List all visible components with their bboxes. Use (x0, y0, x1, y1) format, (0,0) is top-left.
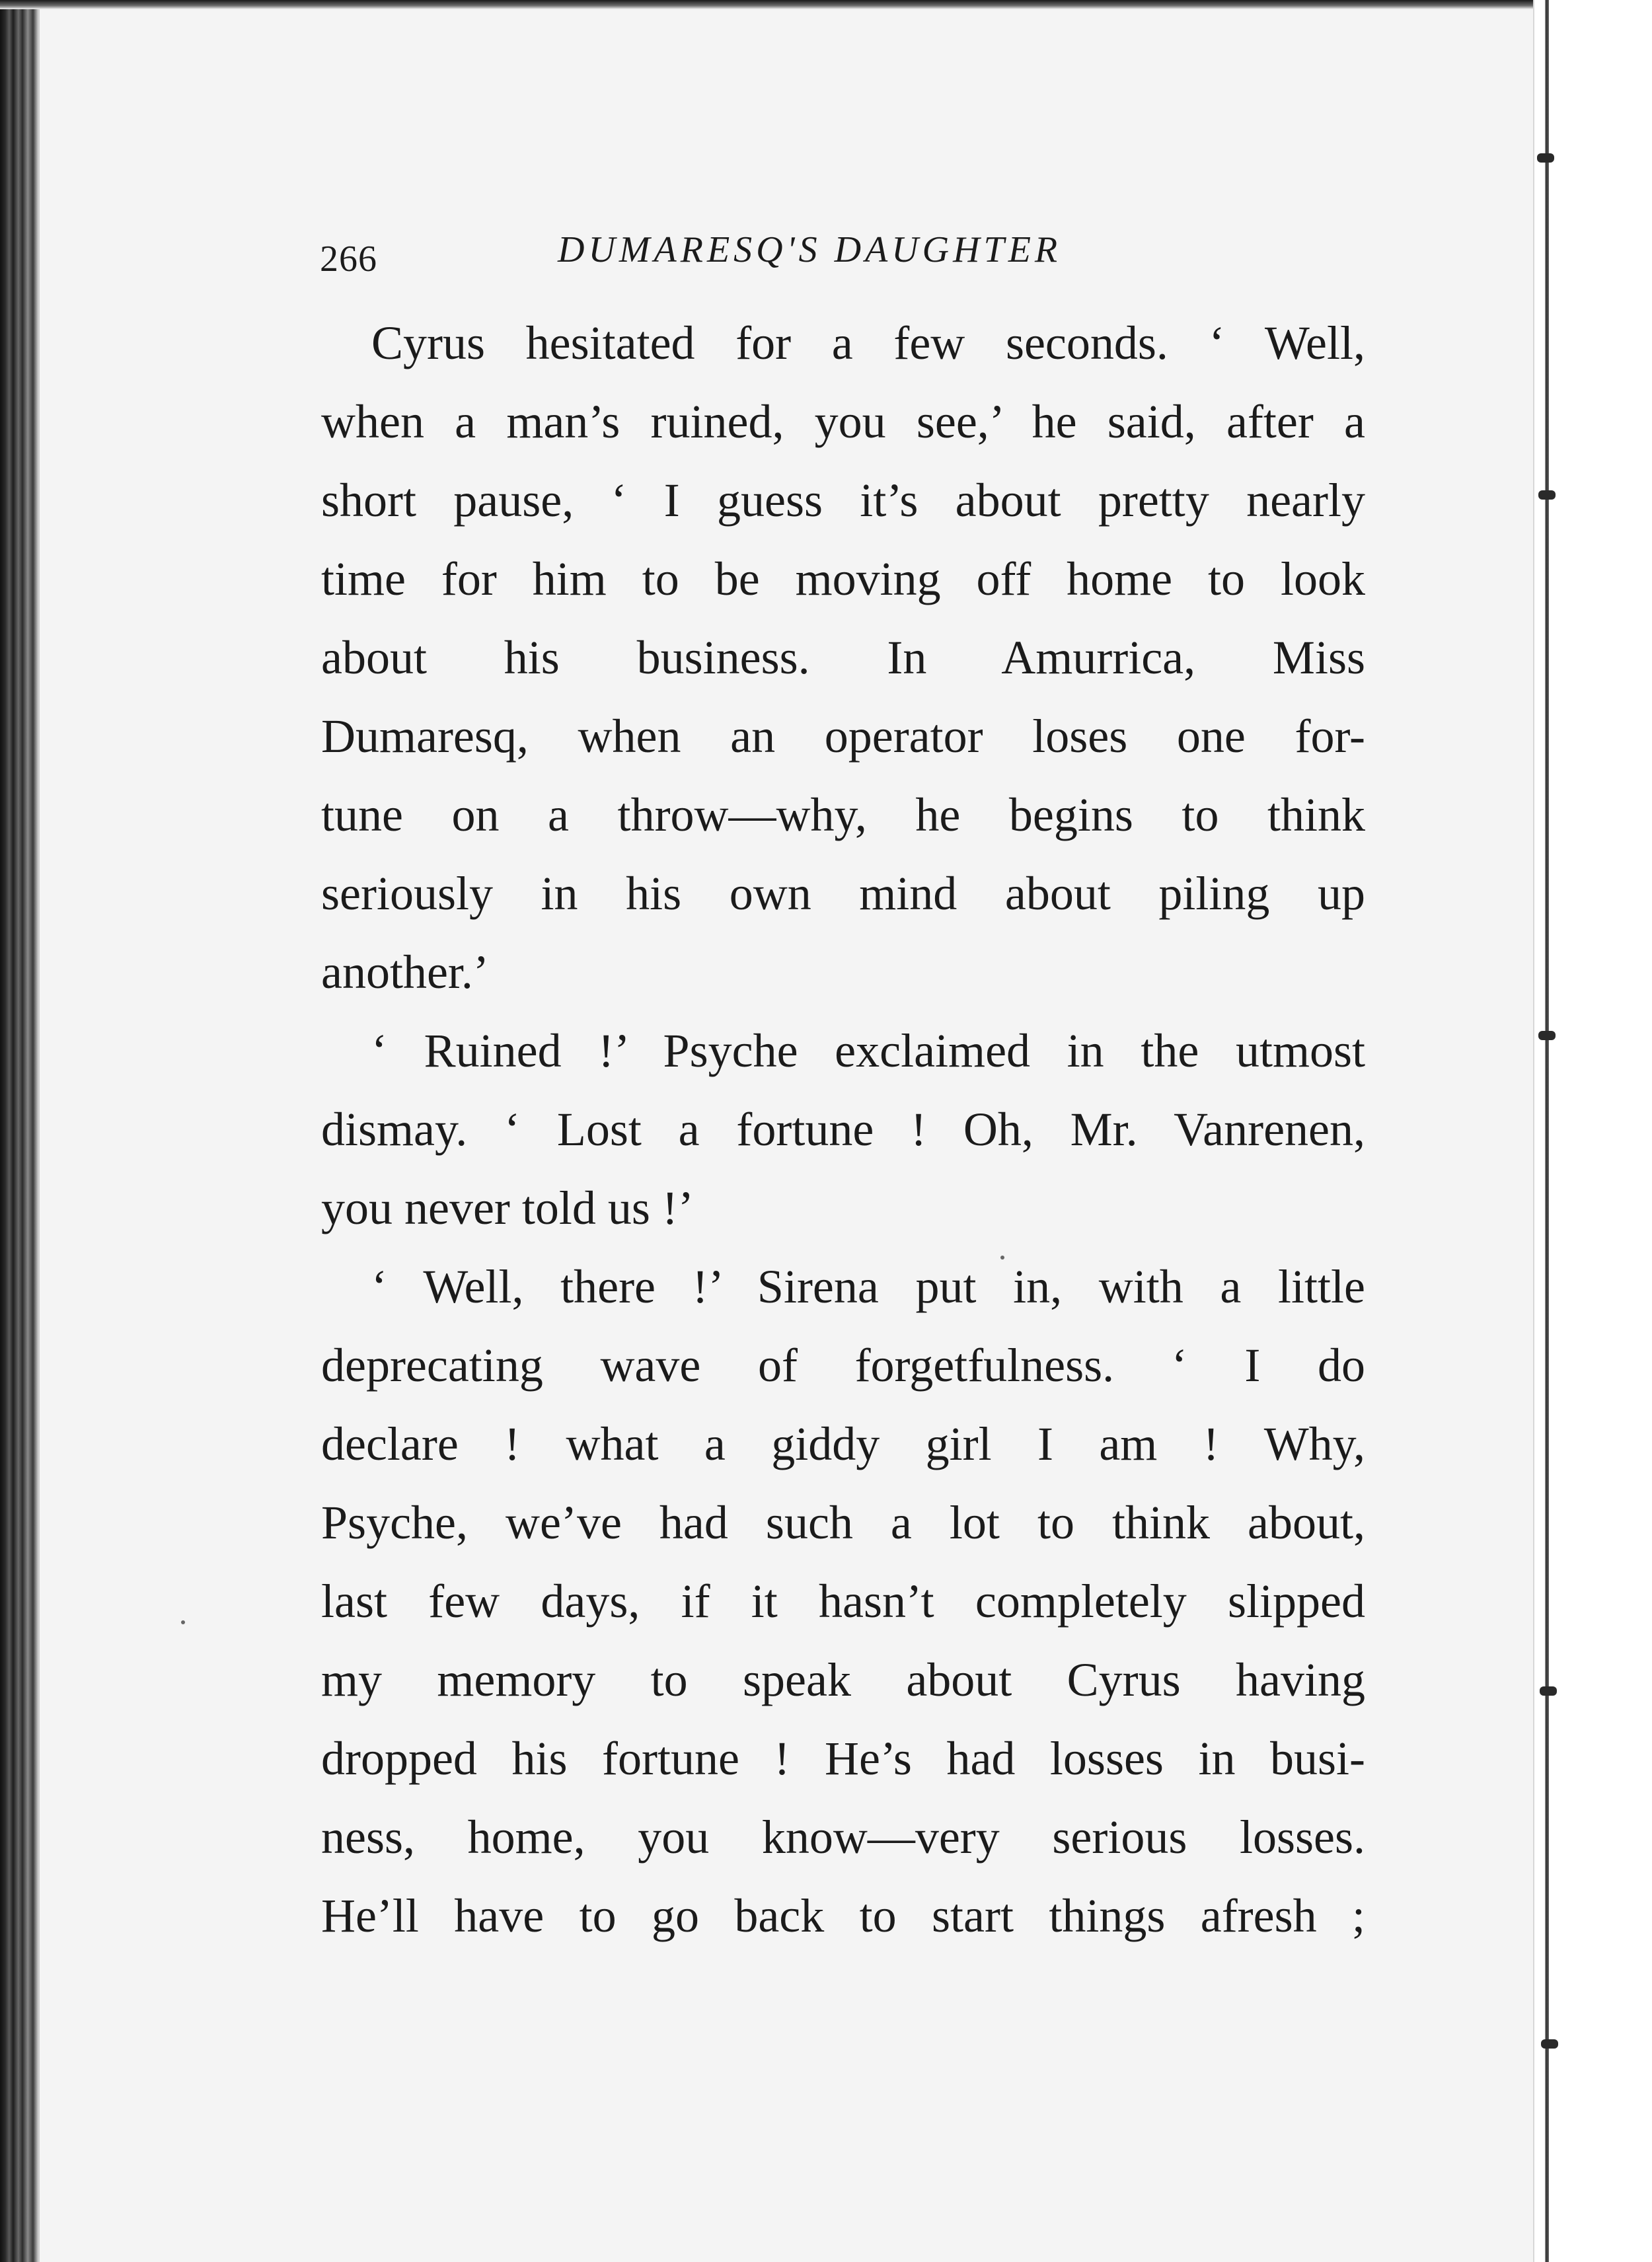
text-line: declare ! what a giddy girl I am ! Why, (321, 1417, 1365, 1470)
binding-spine-line (1545, 0, 1549, 2262)
binding-thread-mark (1537, 153, 1554, 163)
page-top-edge (0, 0, 1652, 9)
text-line: ness, home, you know—very serious losses. (321, 1811, 1365, 1864)
paper-speck (181, 1620, 185, 1624)
text-line: when a man’s ruined, you see,’ he said, after a (321, 395, 1365, 448)
text-line: last few days, if it hasn’t completely slipped (321, 1575, 1365, 1628)
text-line: dropped his fortune ! He’s had losses in busi- (321, 1732, 1365, 1785)
book-gutter-edge (0, 0, 40, 2262)
binding-thread-mark (1540, 1686, 1557, 1696)
page-number: 266 (320, 239, 377, 280)
text-line: ‘ Well, there !’ Sirena put in, with a little (371, 1260, 1365, 1313)
text-line: another.’ (321, 946, 489, 999)
text-line: dismay. ‘ Lost a fortune ! Oh, Mr. Vanrenen, (321, 1103, 1365, 1156)
text-line: Psyche, we’ve had such a lot to think about, (321, 1496, 1365, 1549)
text-line: ‘ Ruined !’ Psyche exclaimed in the utmost (371, 1024, 1365, 1077)
binding-thread-mark (1541, 2039, 1558, 2049)
text-line: Cyrus hesitated for a few seconds. ‘ Well, (371, 317, 1365, 369)
text-line: tune on a throw—why, he begins to think (321, 788, 1365, 841)
text-line: my memory to speak about Cyrus having (321, 1653, 1365, 1706)
text-line: Dumaresq, when an operator loses one for- (321, 710, 1365, 763)
text-line: He’ll have to go back to start things afresh ; (321, 1889, 1365, 1942)
text-line: time for him to be moving off home to look (321, 552, 1365, 605)
binding-thread-mark (1538, 1031, 1556, 1040)
page-header (320, 225, 1443, 297)
running-head-title: DUMARESQ'S DAUGHTER (558, 229, 1062, 270)
body-text (321, 304, 1365, 1955)
text-line: about his business. In Amurrica, Miss (321, 631, 1365, 684)
text-line: deprecating wave of forgetfulness. ‘ I do (321, 1339, 1365, 1392)
binding-thread-mark (1538, 490, 1556, 500)
text-line: you never told us !’ (321, 1182, 694, 1234)
page-right-margin (1533, 0, 1652, 2262)
text-line: short pause, ‘ I guess it’s about pretty nearly (321, 474, 1365, 527)
text-line: seriously in his own mind about piling up (321, 867, 1365, 920)
